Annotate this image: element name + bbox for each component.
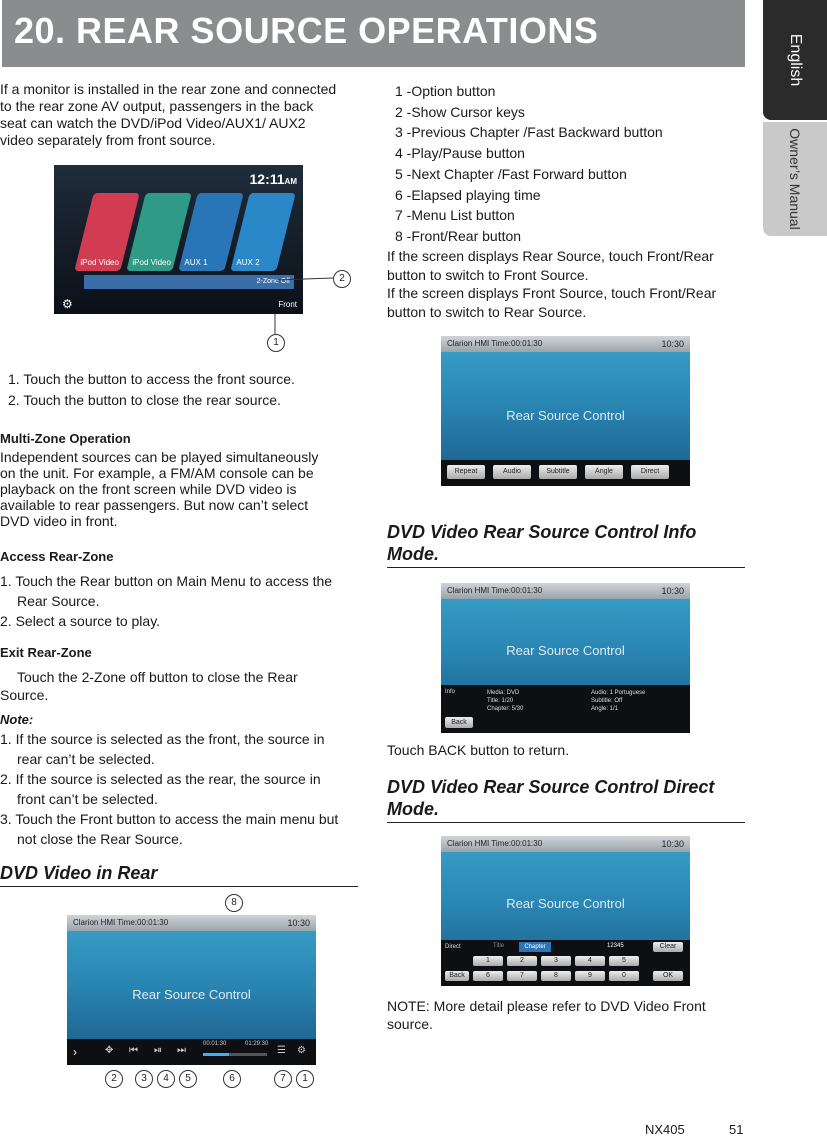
callout: 5	[179, 1070, 197, 1088]
intro-line: If a monitor is installed in the rear zone and connected	[0, 81, 337, 97]
front-button[interactable]: Front	[278, 300, 297, 309]
note-text: NOTE: More detail please refer to DVD Video Front source.	[387, 998, 706, 1032]
option-icon[interactable]: ›	[73, 1045, 77, 1059]
prev-icon[interactable]: ⏮	[129, 1045, 138, 1056]
callout: 3	[135, 1070, 153, 1088]
title-bar	[2, 0, 745, 67]
key[interactable]: 7	[507, 971, 537, 981]
back-button[interactable]: Back	[445, 971, 469, 981]
total-time: 01:29:30	[245, 1041, 269, 1047]
notes-list: 1. If the source is selected as the front, the source in rear can’t be selected. 2. If the source is selected as the rear, the source in front can’t be selected. 3. Touch the Front button to access the main menu but not close the Rear Source.	[0, 731, 339, 847]
callout: 6	[223, 1070, 241, 1088]
page-title: 20. REAR SOURCE OPERATIONS	[14, 10, 599, 51]
key[interactable]: 6	[473, 971, 503, 981]
note-heading: Note:	[0, 712, 34, 727]
play-pause-icon[interactable]: ⏯	[154, 1045, 162, 1056]
option-list: 1 -Option button 2 -Show Cursor keys 3 -Previous Chapter /Fast Backward button 4 -Play/Pause button 5 -Next Chapter /Fast Forward button 6 -Elapsed playing time 7 -Menu List button 8 -Front/Rear button	[395, 83, 663, 244]
direct-screenshot: Clarion HMI Time:00:01:30 10:30 Rear Source Control Direct Title Chapter 12345 Clear 1 2 3 4 5 6 7 8 9 0 OK Back	[441, 836, 690, 986]
menu-card: iPod Video	[126, 193, 191, 271]
divider	[387, 567, 745, 568]
exit-body: Touch the 2-Zone off button to close the Rear Source.	[0, 669, 298, 703]
cursor-icon[interactable]: ✥	[105, 1045, 114, 1056]
callout: 8	[225, 894, 243, 912]
angle-button[interactable]: Angle	[585, 465, 623, 479]
key[interactable]: 3	[541, 956, 571, 966]
tab-english[interactable]	[763, 0, 827, 120]
intro-line: video separately from front source.	[0, 132, 216, 148]
audio-button[interactable]: Audio	[493, 465, 531, 479]
back-instruction: Touch BACK button to return.	[387, 742, 570, 758]
key[interactable]: 2	[507, 956, 537, 966]
multizone-heading: Multi-Zone Operation	[0, 431, 131, 446]
callout: 7	[274, 1070, 292, 1088]
key[interactable]: 4	[575, 956, 605, 966]
key[interactable]: 1	[473, 956, 503, 966]
subtitle-button[interactable]: Subtitle	[539, 465, 577, 479]
key[interactable]: 9	[575, 971, 605, 981]
gear-icon[interactable]: ⚙	[62, 297, 73, 311]
intro-line: seat can watch the DVD/iPod Video/AUX1/ AUX2	[0, 115, 306, 131]
key[interactable]: 0	[609, 971, 639, 981]
settings-icon[interactable]: ⚙	[297, 1045, 306, 1056]
exit-heading: Exit Rear-Zone	[0, 645, 92, 660]
dvd-rear-heading: DVD Video in Rear	[0, 863, 158, 883]
info-heading: DVD Video Rear Source Control Info Mode.	[387, 522, 697, 564]
access-list: 1. Touch the Rear button on Main Menu to access the Rear Source. 2. Select a source to play.	[0, 573, 333, 629]
direct-button[interactable]: Direct	[631, 465, 669, 479]
key[interactable]: 8	[541, 971, 571, 981]
ok-button[interactable]: OK	[653, 971, 683, 981]
menu-card: AUX 1	[178, 193, 243, 271]
tab-owners-manual[interactable]	[763, 122, 827, 236]
dvd-rear-screenshot: Clarion HMI Time:00:01:30 10:30 Rear Source Control › ✥ ⏮ ⏯ ⏭ 00:01:30 01:29:30 ☰ ⚙	[67, 915, 316, 1065]
access-heading: Access Rear-Zone	[0, 549, 114, 564]
callout: 1	[296, 1070, 314, 1088]
repeat-button[interactable]: Repeat	[447, 465, 485, 479]
switch-paragraph: If the screen displays Rear Source, touch Front/Rear button to switch to Front Source. If the screen displays Front Source, touch Front/Rear button to switch to Rear Source.	[387, 248, 717, 320]
callout: 2	[105, 1070, 123, 1088]
model-number: NX405	[645, 1122, 685, 1137]
page-number: 51	[729, 1122, 744, 1137]
next-icon[interactable]: ⏭	[177, 1045, 186, 1056]
info-screenshot: Clarion HMI Time:00:01:30 10:30 Rear Source Control Info Media: DVD Title: 1/20 Chapter: 5/30 Audio: 1 Portuguese Subtitle: Off Angle: 1/1 Back	[441, 583, 690, 733]
step-item: 2. Touch the button to close the rear source.	[8, 392, 281, 408]
progress-bar[interactable]	[203, 1053, 267, 1056]
menu-card: AUX 2	[230, 193, 295, 271]
tab-english-label: English	[787, 33, 804, 87]
elapsed-time: 00:01:30	[203, 1041, 227, 1047]
rear-control-screenshot: Clarion HMI Time:00:01:30 10:30 Rear Source Control Repeat Audio Subtitle Angle Direct	[441, 336, 690, 486]
intro-line: to the rear zone AV output, passengers in the back	[0, 98, 314, 114]
clear-button[interactable]: Clear	[653, 942, 683, 952]
intro-text	[0, 81, 360, 149]
steps-list	[8, 369, 358, 411]
step-item: 1. Touch the button to access the front source.	[8, 371, 295, 387]
direct-heading: DVD Video Rear Source Control Direct Mode.	[387, 777, 715, 819]
divider	[0, 886, 358, 887]
zone-bar[interactable]: 2-Zone Off	[84, 275, 294, 289]
key[interactable]: 5	[609, 956, 639, 966]
multizone-body: Independent sources can be played simultaneously on the unit. For example, a FM/AM console can be playback on the front screen while DVD video is available to rear passengers. But now can’t select DVD video in front.	[0, 449, 319, 529]
back-button[interactable]: Back	[445, 717, 473, 728]
callout: 4	[157, 1070, 175, 1088]
menu-list-icon[interactable]: ☰	[277, 1045, 286, 1056]
callout-1: 1	[267, 334, 285, 352]
main-menu-screenshot	[54, 165, 303, 314]
tab-owners-manual-label: Owner’s Manual	[787, 128, 803, 230]
callout-2: 2	[333, 270, 351, 288]
divider	[387, 822, 745, 823]
menu-clock: 12:11AM	[249, 171, 297, 187]
callout-lines	[270, 266, 340, 336]
menu-card: iPod Video	[74, 193, 139, 271]
